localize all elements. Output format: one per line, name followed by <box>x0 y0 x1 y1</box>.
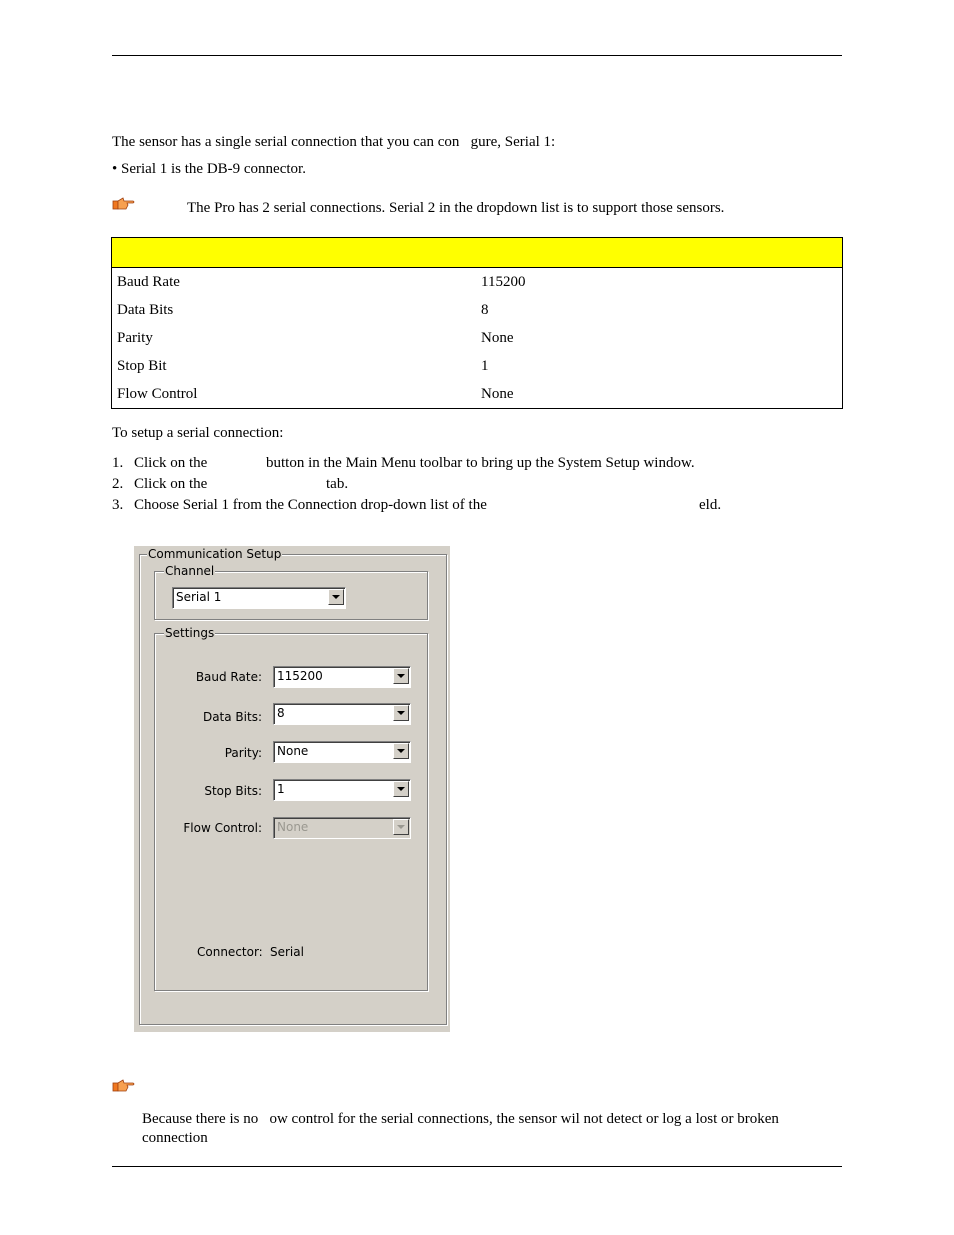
stop-bits-value: 1 <box>277 782 285 796</box>
step-number: 3. <box>112 497 124 513</box>
chevron-down-icon[interactable] <box>328 589 344 605</box>
step-number: 2. <box>112 476 124 492</box>
row-key: Stop Bit <box>117 358 167 374</box>
flow-control-value: None <box>277 820 309 834</box>
row-key: Flow Control <box>117 386 198 402</box>
connector-label: Connector: <box>197 945 263 959</box>
pointing-hand-icon <box>112 1078 136 1094</box>
step-text: Click on the <box>134 476 208 492</box>
step-text: Click on the <box>134 455 208 471</box>
chevron-down-icon <box>393 819 409 835</box>
settings-title: Settings <box>165 626 215 640</box>
step-text: Choose Serial 1 from the Connection drop-down list of the <box>134 497 487 513</box>
row-key: Data Bits <box>117 302 174 318</box>
chevron-down-icon[interactable] <box>393 705 409 721</box>
row-key: Baud Rate <box>117 274 180 290</box>
setup-lead: To setup a serial connection: <box>112 425 284 441</box>
table-row <box>112 296 842 324</box>
channel-value: Serial 1 <box>176 590 222 604</box>
chevron-down-icon[interactable] <box>393 743 409 759</box>
serial-settings-table <box>111 237 843 409</box>
connector-value: Serial <box>270 945 304 959</box>
communication-setup-title: Communication Setup <box>148 547 282 561</box>
row-value: 8 <box>481 302 489 318</box>
note-text: The Pro has 2 serial connections. Serial 2 in the dropdown list is to support those sensors. <box>187 200 725 216</box>
pointing-hand-icon <box>112 196 136 212</box>
channel-select[interactable] <box>172 587 346 609</box>
footer-note-text: Because there is no ow control for the serial connections, the sensor wil not detect or log a lost or broken <box>142 1111 779 1127</box>
row-value: 1 <box>481 358 489 374</box>
intro-text: The sensor has a single serial connection that you can con gure, Serial 1: <box>112 134 556 150</box>
table-header <box>112 238 842 268</box>
data-bits-label: Data Bits: <box>202 710 262 724</box>
data-bits-select[interactable] <box>273 703 411 725</box>
step-text-tail: button in the Main Menu toolbar to bring up the System Setup window. <box>266 455 695 471</box>
footer-note-text-cont: connection <box>142 1130 208 1146</box>
step-text-tail: tab. <box>326 476 349 492</box>
stop-bits-select[interactable] <box>273 779 411 801</box>
step-number: 1. <box>112 455 124 471</box>
intro-bullet: • Serial 1 is the DB-9 connector. <box>112 161 306 177</box>
row-value: 115200 <box>481 274 526 290</box>
baud-rate-select[interactable] <box>273 666 411 688</box>
baud-rate-label: Baud Rate: <box>195 670 262 684</box>
flow-control-label: Flow Control: <box>183 821 262 835</box>
table-row <box>112 352 842 380</box>
flow-control-select <box>273 817 411 839</box>
row-value: None <box>481 386 514 402</box>
table-row <box>112 324 842 352</box>
channel-title: Channel <box>165 564 215 578</box>
data-bits-value: 8 <box>277 706 285 720</box>
table-row <box>112 268 842 296</box>
footer-rule <box>112 1166 842 1167</box>
chevron-down-icon[interactable] <box>393 668 409 684</box>
chevron-down-icon[interactable] <box>393 781 409 797</box>
header-rule <box>112 55 842 56</box>
row-value: None <box>481 330 514 346</box>
stop-bits-label: Stop Bits: <box>204 784 262 798</box>
parity-label: Parity: <box>224 746 262 760</box>
table-row <box>112 380 842 408</box>
communication-setup-dialog <box>134 546 450 1032</box>
parity-select[interactable] <box>273 741 411 763</box>
step-text-tail: eld. <box>699 497 722 513</box>
row-key: Parity <box>117 330 153 346</box>
baud-rate-value: 115200 <box>277 669 323 683</box>
parity-value: None <box>277 744 309 758</box>
